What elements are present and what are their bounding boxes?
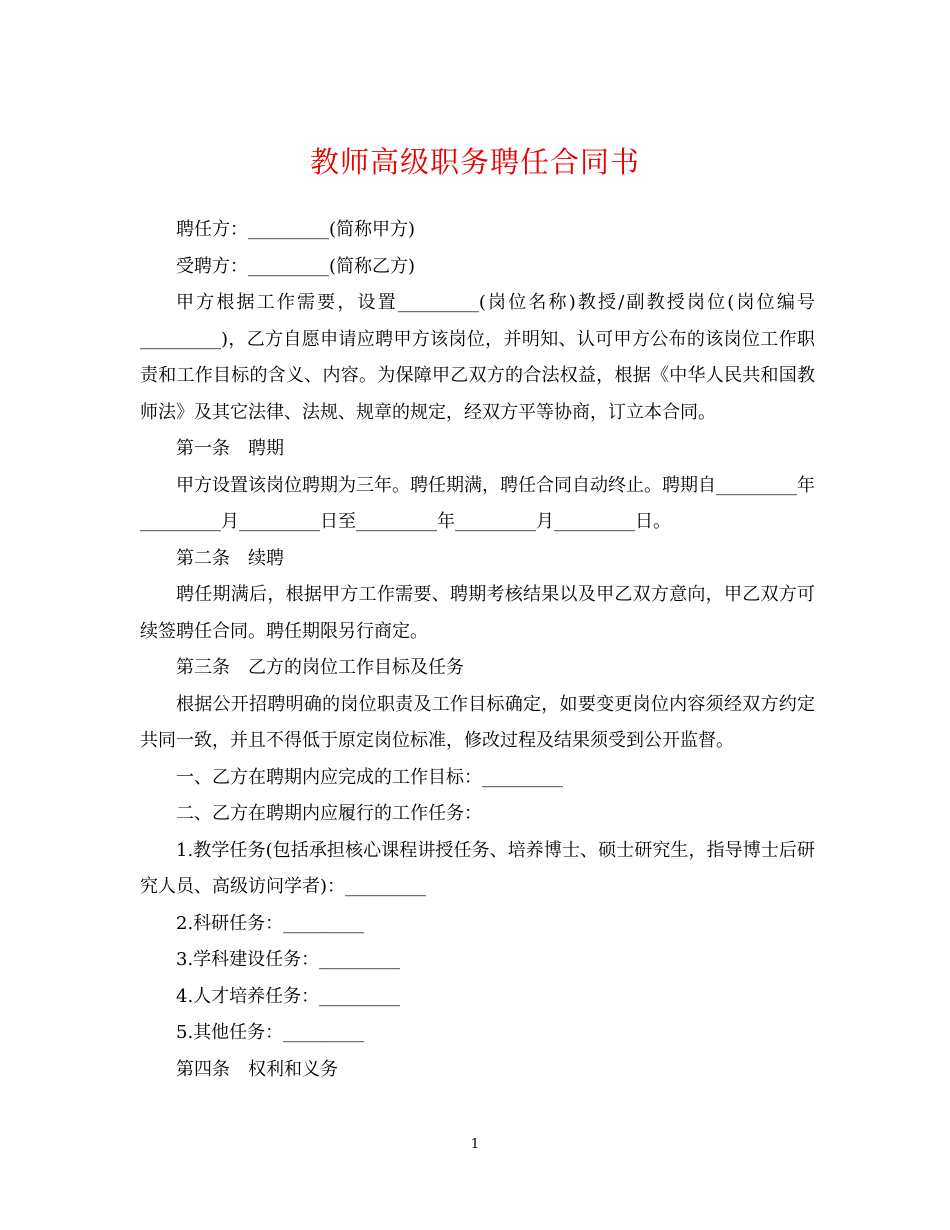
article-1-text: 甲方设置该岗位聘期为三年。聘任期满，聘任合同自动终止。聘期自_________年_________月_________日至_________年_________月_________日。 <box>140 474 815 532</box>
teaching-task-item: 1.教学任务(包括承担核心课程讲授任务、培养博士、硕士研究生，指导博士后研究人员、高级访问学者)：_________ <box>140 839 815 897</box>
party-a-line: 聘任方：_________(简称甲方) <box>176 219 416 240</box>
article-1-heading: 第一条 聘期 <box>176 438 284 459</box>
party-b-line: 受聘方：_________(简称乙方) <box>176 255 416 277</box>
preamble-paragraph: 甲方根据工作需要，设置_________(岗位名称)教授/副教授岗位(岗位编号_________)，乙方自愿申请应聘甲方该岗位，并明知、认可甲方公布的该岗位工作职责和工作目标的含义、内容。为保障甲乙双方的合法权益，根据《中华人民共和国教师法》及其它法律、法规、规章的规定，经双方平等协商，订立本合同。 <box>140 292 815 423</box>
discipline-task-item: 3.学科建设任务：_________ <box>176 949 401 970</box>
article-2-heading: 第二条 续聘 <box>176 547 284 569</box>
contract-body <box>140 212 815 1088</box>
document-title: 教师高级职务聘任合同书 <box>309 145 640 179</box>
article-3-text: 根据公开招聘明确的岗位职责及工作目标确定，如要变更岗位内容须经双方约定共同一致，并且不得低于原定岗位标准，修改过程及结果须受到公开监督。 <box>140 693 815 751</box>
article-4-heading: 第四条 权利和义务 <box>176 1058 338 1080</box>
research-task-item: 2.科研任务：_________ <box>176 912 365 934</box>
work-target-item: 一、乙方在聘期内应完成的工作目标：_________ <box>176 766 563 788</box>
page-number: 1 <box>470 1137 480 1152</box>
work-tasks-item: 二、乙方在聘期内应履行的工作任务： <box>176 803 482 824</box>
article-3-heading: 第三条 乙方的岗位工作目标及任务 <box>176 657 464 678</box>
article-2-text: 聘任期满后，根据甲方工作需要、聘期考核结果以及甲乙双方意向，甲乙双方可续签聘任合同。聘任期限另行商定。 <box>140 584 815 642</box>
other-task-item: 5.其他任务：_________ <box>176 1022 365 1043</box>
talent-task-item: 4.人才培养任务：_________ <box>176 985 401 1007</box>
